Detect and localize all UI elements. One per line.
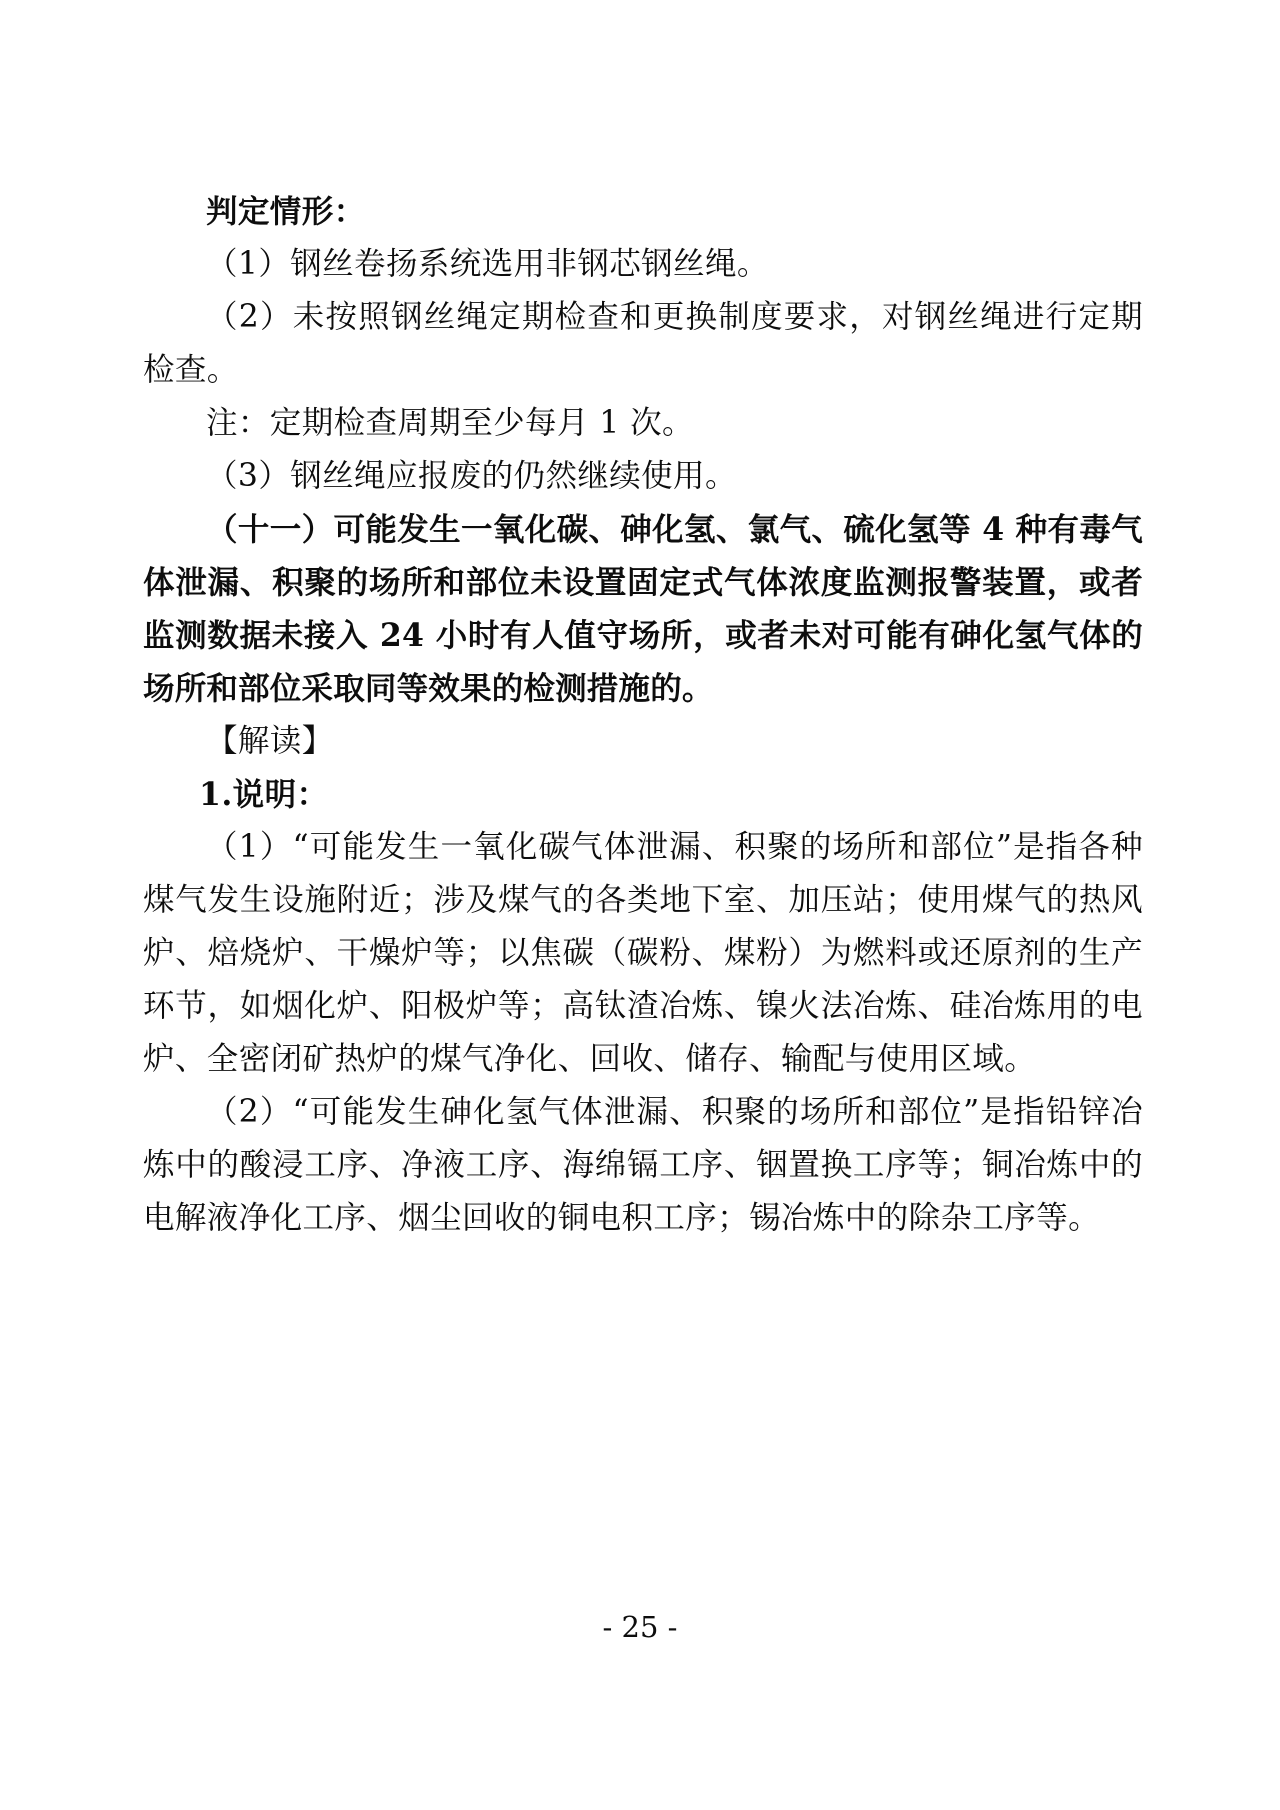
paragraph-explanation-1: （1）“可能发生一氧化碳气体泄漏、积聚的场所和部位”是指各种煤气发生设施附近；涉及煤气的各类地下室、加压站；使用煤气的热风炉、焙烧炉、干燥炉等；以焦碳（碳粉、煤粉）为燃料或还原剂的生产环节，如烟化炉、阳极炉等；高钛渣冶炼、镍火法冶炼、硅冶炼用的电炉、全密闭矿热炉的煤气净化、回收、储存、输配与使用区域。 xyxy=(143,829,1143,1077)
paragraph-item-3: （3）钢丝绳应报废的仍然继续使用。 xyxy=(206,458,737,494)
paragraph-explanation-heading: 1.说明： xyxy=(199,776,329,813)
paragraph-clause-eleven: （十一）可能发生一氧化碳、砷化氢、氯气、硫化氢等 4 种有毒气体泄漏、积聚的场所和部位未设置固定式气体浓度监测报警装置，或者监测数据未接入 24 小时有人值守场所，或者未对可能有砷化氢气体的场所和部位采取同等效果的检测措施的。 xyxy=(143,511,1143,707)
paragraph-note: 注：定期检查周期至少每月 1 次。 xyxy=(206,405,694,441)
paragraph-judgement-heading: 判定情形： xyxy=(206,193,366,230)
paragraph-item-1: （1）钢丝卷扬系统选用非钢芯钢丝绳。 xyxy=(206,246,769,282)
page-number: - 25 - xyxy=(602,1610,678,1644)
paragraph-explanation-2: （2）“可能发生砷化氢气体泄漏、积聚的场所和部位”是指铅锌冶炼中的酸浸工序、净液工序、海绵镉工序、铟置换工序等；铜冶炼中的电解液净化工序、烟尘回收的铜电积工序；锡冶炼中的除杂工序等。 xyxy=(143,1094,1143,1236)
paragraph-interpretation-label: 【解读】 xyxy=(206,723,334,759)
paragraph-item-2: （2）未按照钢丝绳定期检查和更换制度要求，对钢丝绳进行定期检查。 xyxy=(143,299,1143,388)
page-content xyxy=(143,185,1143,1245)
